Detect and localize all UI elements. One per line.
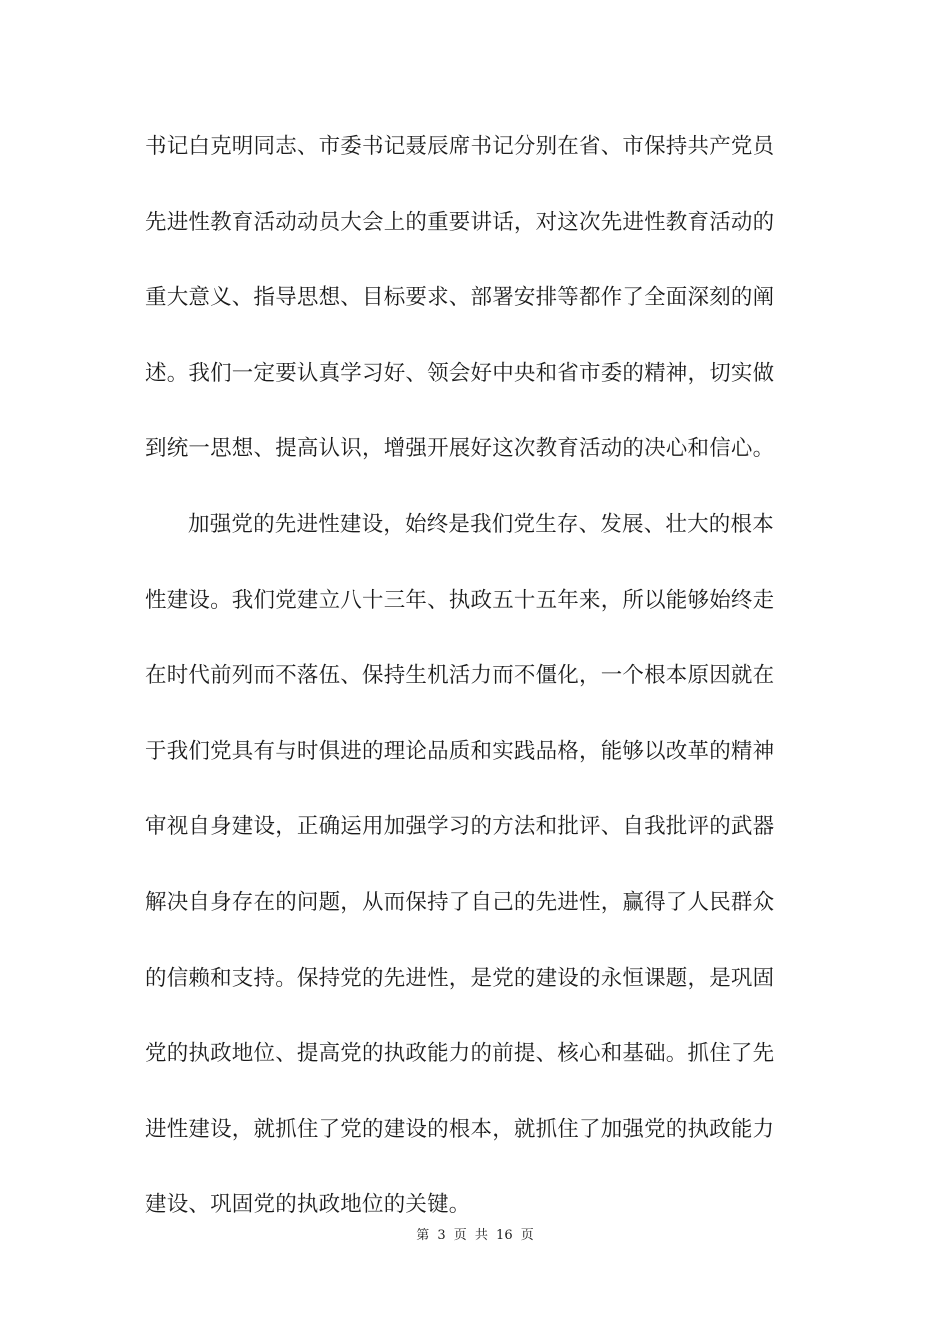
text-line: 到统一思想、提高认识，增强开展好这次教育活动的决心和信心。 [145, 436, 775, 462]
paragraph-first-line: 加强党的先进性建设，始终是我们党生存、发展、壮大的根本 [188, 511, 774, 537]
text-line: 性建设。我们党建立八十三年、执政五十五年来，所以能够始终走 [145, 587, 775, 613]
text-line: 书记白克明同志、市委书记聂辰席书记分别在省、市保持共产党员 [145, 134, 775, 159]
text-line: 解决自身存在的问题，从而保持了自己的先进性，赢得了人民群众 [145, 889, 775, 915]
text-line: 的信赖和支持。保持党的先进性，是党的建设的永恒课题，是巩固 [145, 965, 775, 991]
text-line: 建设、巩固党的执政地位的关键。 [145, 1192, 471, 1218]
text-line: 重大意义、指导思想、目标要求、部署安排等都作了全面深刻的阐 [145, 285, 775, 311]
text-line: 党的执政地位、提高党的执政能力的前提、核心和基础。抓住了先 [145, 1041, 775, 1067]
text-line: 审视自身建设，正确运用加强学习的方法和批评、自我批评的武器 [145, 814, 775, 840]
body-text [145, 127, 805, 1261]
text-line: 于我们党具有与时俱进的理论品质和实践品格，能够以改革的精神 [145, 738, 775, 764]
text-line: 先进性教育活动动员大会上的重要讲话，对这次先进性教育活动的 [145, 209, 775, 235]
page-number-footer: 第 3 页 共 16 页 [416, 1228, 534, 1243]
text-line: 在时代前列而不落伍、保持生机活力而不僵化，一个根本原因就在 [145, 663, 775, 689]
text-line: 述。我们一定要认真学习好、领会好中央和省市委的精神，切实做 [145, 360, 775, 386]
text-line: 进性建设，就抓住了党的建设的根本，就抓住了加强党的执政能力 [145, 1116, 775, 1142]
